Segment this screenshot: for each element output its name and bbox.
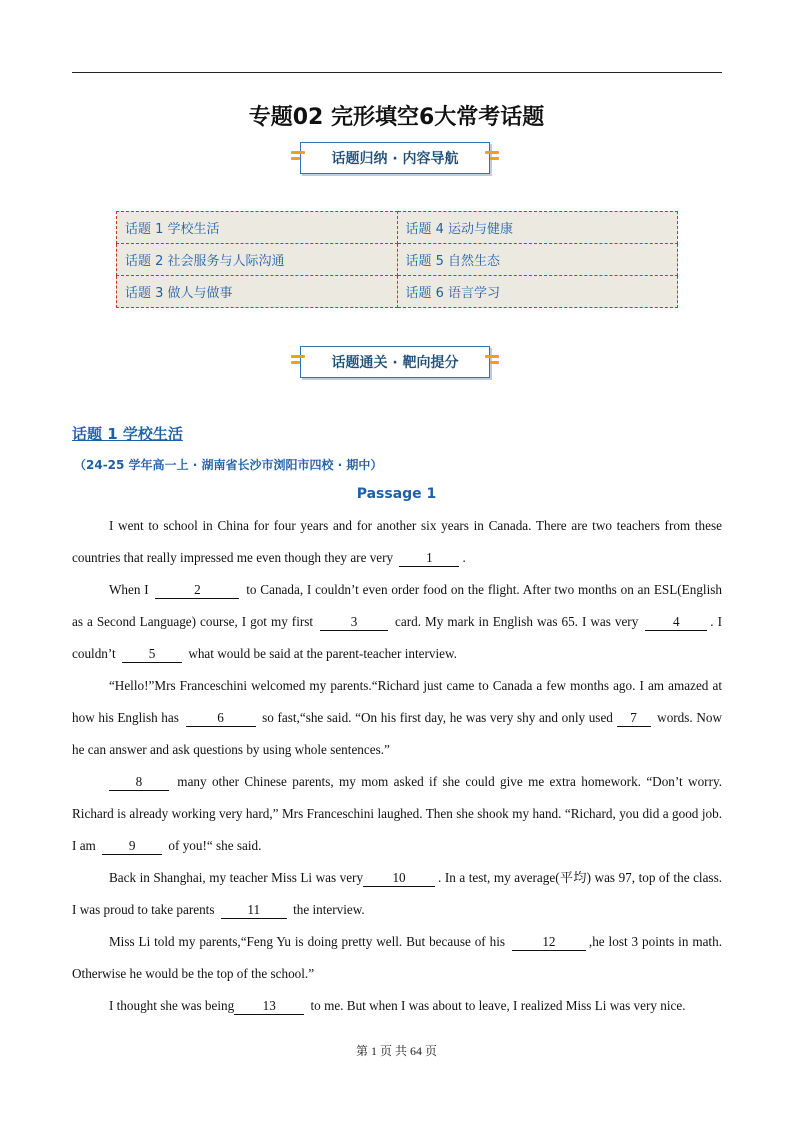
banner-topic-practice bbox=[300, 346, 490, 378]
paragraph: I went to school in China for four years and for another six years in Canada. There are two teachers from these countries that really impressed me even though they are very 1 . bbox=[72, 518, 722, 565]
banner-deco-icon bbox=[291, 355, 305, 369]
banner-label: 话题通关 · 靶向提分 bbox=[331, 355, 459, 371]
blank: 10 bbox=[363, 870, 435, 887]
topic-cell: 话题 4 运动与健康 bbox=[397, 212, 678, 244]
banner-topic-navigation bbox=[300, 142, 490, 174]
blank: 8 bbox=[109, 774, 169, 791]
blank: 4 bbox=[645, 614, 707, 631]
topic-cell: 话题 5 自然生态 bbox=[397, 244, 678, 276]
topics-table bbox=[116, 211, 678, 308]
paragraph: Miss Li told my parents,“Feng Yu is doing pretty well. But because of his 12 ,he lost 3 points in math. Otherwise he would be the top of the school.” bbox=[72, 934, 722, 981]
top-rule bbox=[72, 72, 722, 73]
source-note: （24-25 学年高一上 · 湖南省长沙市浏阳市四校 · 期中） bbox=[74, 458, 383, 472]
blank: 1 bbox=[399, 550, 459, 567]
passage-body bbox=[72, 510, 722, 1022]
passage-title: Passage 1 bbox=[356, 486, 437, 502]
section-heading: 话题 1 学校生活 bbox=[72, 425, 183, 443]
blank: 9 bbox=[102, 838, 162, 855]
paragraph: 8 many other Chinese parents, my mom asked if she could give me extra homework. “Don’t worry. Richard is already working very hard,” Mrs Franceschini laughed. Then she shook my hand. “Richard, you did a good job. I am 9 of you!“ she said. bbox=[72, 774, 722, 853]
banner-deco-icon bbox=[485, 355, 499, 369]
topic-cell: 话题 1 学校生活 bbox=[117, 212, 398, 244]
paragraph: I thought she was being 13 to me. But when I was about to leave, I realized Miss Li was very nice. bbox=[108, 998, 686, 1013]
blank: 6 bbox=[186, 710, 256, 727]
paragraph: “Hello!”Mrs Franceschini welcomed my parents.“Richard just came to Canada a few months ago. I am amazed at how his English has 6 so fast,“she said. “On his first day, he was very shy and only used 7 words. Now he can answer and ask questions by using whole sentences.” bbox=[72, 678, 722, 757]
blank: 2 bbox=[155, 582, 239, 599]
topic-cell: 话题 6 语言学习 bbox=[397, 276, 678, 308]
banner-deco-icon bbox=[291, 151, 305, 165]
table-row bbox=[117, 276, 678, 308]
banner-label: 话题归纳 · 内容导航 bbox=[331, 151, 459, 167]
page-footer: 第 1 页 共 64 页 bbox=[355, 1044, 437, 1058]
paragraph: When I 2 to Canada, I couldn’t even order food on the flight. After two months on an ESL(English as a Second Language) course, I got my first 3 card. My mark in English was 65. I was very 4 . I couldn’t 5 what would be said at the parent-teacher interview. bbox=[72, 582, 722, 661]
blank: 12 bbox=[512, 934, 586, 951]
topic-cell: 话题 2 社会服务与人际沟通 bbox=[117, 244, 398, 276]
blank: 3 bbox=[320, 614, 388, 631]
table-row bbox=[117, 212, 678, 244]
topic-cell: 话题 3 做人与做事 bbox=[117, 276, 398, 308]
blank: 11 bbox=[221, 902, 287, 919]
banner-deco-icon bbox=[485, 151, 499, 165]
blank: 13 bbox=[234, 998, 304, 1015]
blank: 7 bbox=[617, 710, 651, 727]
page-title: 专题02 完形填空6大常考话题 bbox=[248, 105, 545, 130]
blank: 5 bbox=[122, 646, 182, 663]
paragraph: Back in Shanghai, my teacher Miss Li was very 10 . In a test, my average(平均) was 97, top of the class. I was proud to take parents 11 the interview. bbox=[72, 870, 722, 917]
table-row bbox=[117, 244, 678, 276]
